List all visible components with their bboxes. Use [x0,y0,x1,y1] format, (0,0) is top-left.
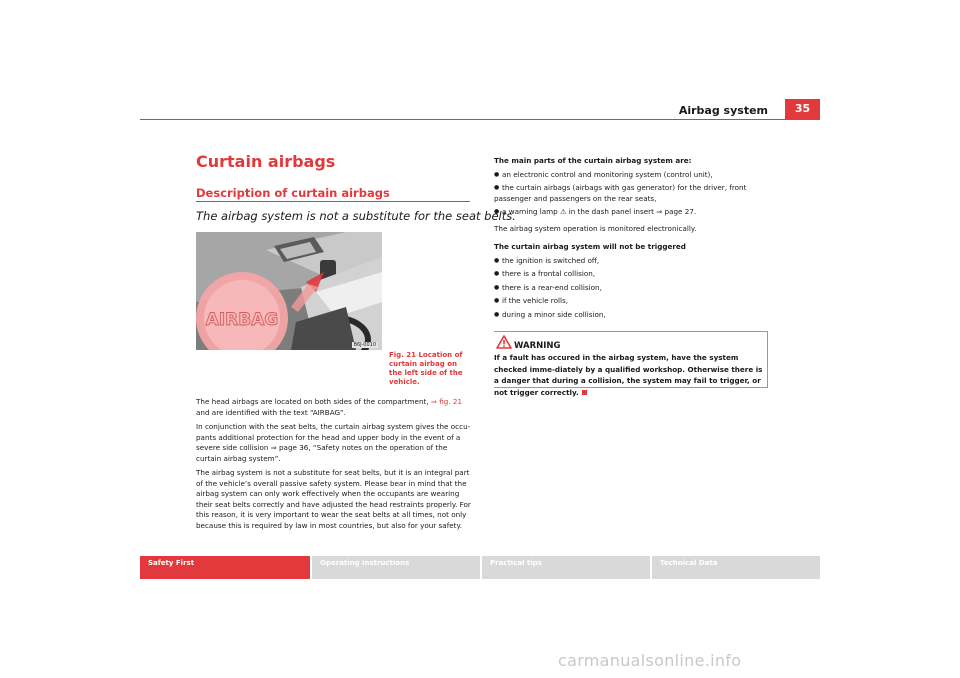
figure-caption: Fig. 21 Location of curtain airbag on the left side of the vehicle. [389,351,463,386]
tab-safety-first[interactable]: Safety First [140,556,310,579]
curtain-airbag-figure [196,232,382,350]
paragraph-location: The head airbags are located on both sides of the compartment, ⇒ fig. 21 and are identified with the text “AIRBAG”. [196,397,463,417]
paragraph-not-substitute: The airbag system is not a substitute for seat belts, but it is an integral part of the vehicle’s overall passive safety system. Please bear in mind that the airbag system can only work effectively when the occupants are wearing their seat belts correctly and have adjusted the head restraints properly. For this reason, it is very important to wear the seat belts at all times, not only because this is required by law in most countries, but also for your safety. [196,468,471,530]
list-item: ● there is a rear-end collision, [494,283,774,294]
main-parts-list [494,156,774,218]
watermark: carmanualsonline.info [558,651,742,670]
warning-text: If a fault has occured in the airbag system, have the system checked imme-diately by a qualified workshop. Otherwise there is a danger that during a collision, the system may fail to trigger, or not trigger correctly. [494,353,763,397]
airbag-label: AIRBAG [205,310,279,330]
not-triggered-heading: The curtain airbag system will not be triggered [494,242,686,251]
not-triggered-list [494,242,774,321]
list-item: ● a warning lamp ⚠ in the dash panel insert ⇒ page 27. [494,207,774,218]
warning-heading: WARNING [514,341,561,351]
sub-title: Description of curtain airbags [196,186,390,200]
tab-practical-tips[interactable]: Practical tips [482,556,650,579]
sub-title-rule [196,201,470,202]
list-item-continuation: passenger and passengers on the rear seats, [494,193,657,203]
section-title: Curtain airbags [196,152,336,171]
list-item: ● if the vehicle rolls, [494,296,774,307]
list-item: ● the curtain airbags (airbags with gas generator) for the driver, front [494,183,774,194]
list-item: ● the ignition is switched off, [494,256,774,267]
main-parts-heading: The main parts of the curtain airbag system are: [494,156,692,165]
warning-triangle-icon [496,335,512,349]
paragraph-protection: In conjunction with the seat belts, the curtain airbag system gives the occu-pants additional protection for the head and upper body in the event of a severe side collision ⇒ page 36, “Safety notes on the operation of the curtain airbag system”. [196,422,471,463]
end-of-section-icon [582,390,587,395]
list-item: ● there is a frontal collision, [494,269,774,280]
list-item: ● an electronic control and monitoring system (control unit), [494,170,774,181]
lead-text: The airbag system is not a substitute for the seat belts. [196,209,516,223]
tab-technical-data[interactable]: Technical Data [652,556,820,579]
monitor-text: The airbag system operation is monitored electronically. [494,224,697,233]
warning-box [494,331,768,397]
figure-reference-link[interactable]: ⇒ fig. 21 [430,397,463,406]
car-interior-illustration [196,232,382,350]
tab-operating-instructions[interactable]: Operating instructions [312,556,480,579]
figure-code: B6J-0010 [353,342,376,348]
running-header-title: Airbag system [678,104,768,117]
list-item: ● during a minor side collision, [494,310,774,321]
header-rule [140,119,820,120]
page-number: 35 [785,99,820,119]
